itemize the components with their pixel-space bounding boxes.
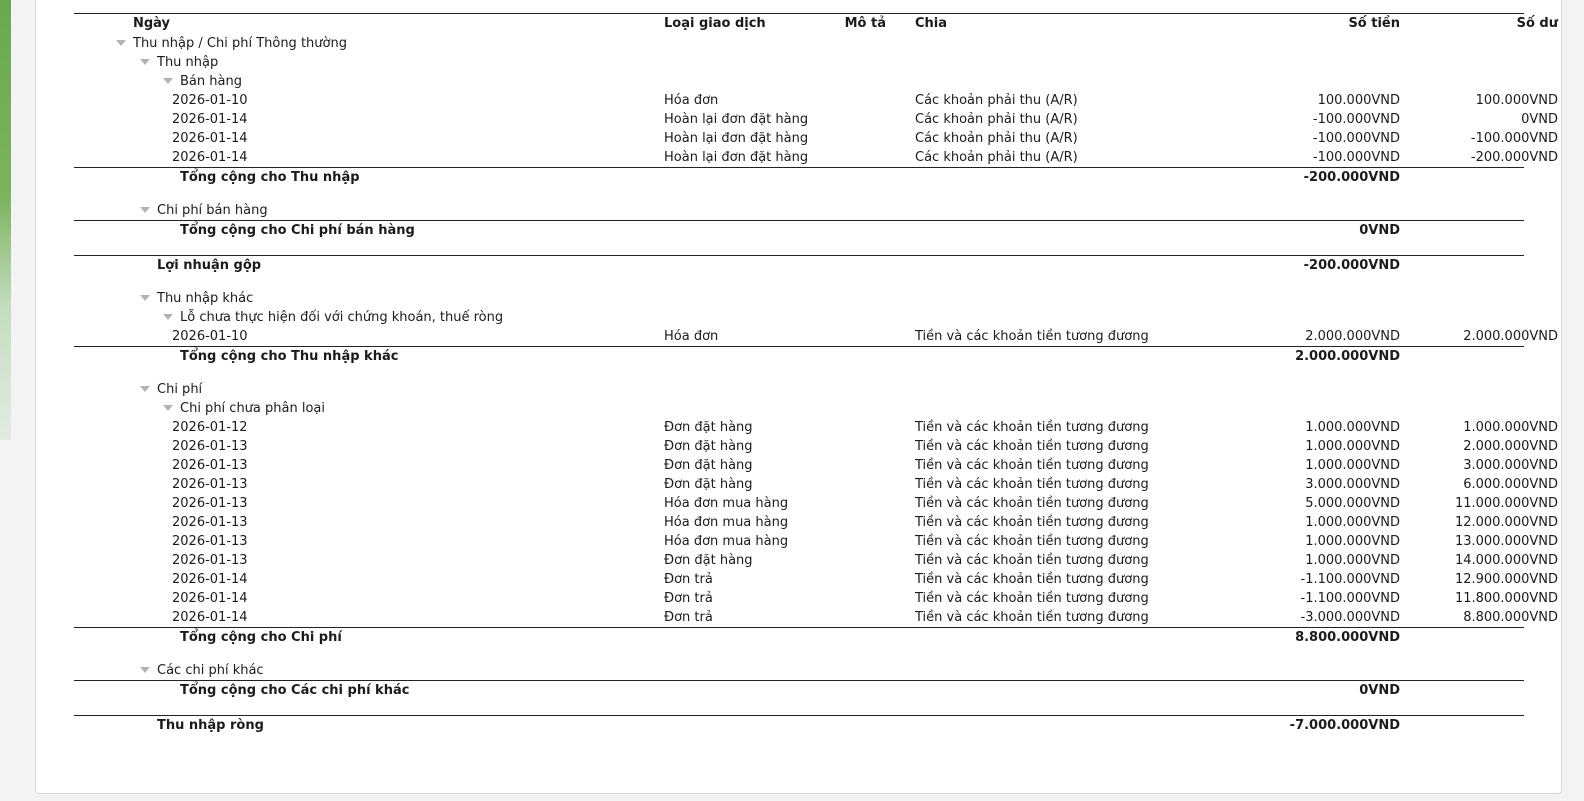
income-total-row	[74, 167, 1524, 187]
transaction-row[interactable]	[74, 418, 1558, 437]
total-amount: 8.800.000VND	[1295, 630, 1400, 645]
total-amount: -200.000VND	[1303, 170, 1400, 185]
transaction-date: 2026-01-12	[172, 420, 248, 435]
transaction-row[interactable]	[74, 475, 1558, 494]
transaction-balance: 13.000.000VND	[1454, 534, 1558, 549]
transaction-type-link[interactable]: Đơn đặt hàng	[664, 553, 753, 568]
transaction-balance: 11.800.000VND	[1454, 591, 1558, 606]
transaction-split: Tiền và các khoản tiền tương đương	[915, 439, 1149, 454]
group-uncategorized-expense[interactable]	[74, 399, 1524, 418]
transaction-type-link[interactable]: Đơn trả	[664, 610, 713, 625]
transaction-type-link[interactable]: Đơn trả	[664, 572, 713, 587]
transaction-balance: 14.000.000VND	[1454, 553, 1558, 568]
transaction-date: 2026-01-14	[172, 112, 248, 127]
transaction-amount: 1.000.000VND	[1305, 515, 1400, 530]
group-expenses[interactable]	[74, 380, 1524, 399]
total-label: Tổng cộng cho Chi phí	[180, 630, 342, 645]
transaction-row[interactable]	[74, 513, 1558, 532]
transaction-type-link[interactable]: Đơn đặt hàng	[664, 477, 753, 492]
transaction-amount: -100.000VND	[1312, 150, 1400, 165]
transaction-balance: 2.000.000VND	[1463, 439, 1558, 454]
transaction-amount: 5.000.000VND	[1305, 496, 1400, 511]
transaction-split: Các khoản phải thu (A/R)	[915, 112, 1078, 127]
transaction-date: 2026-01-10	[172, 93, 248, 108]
spacer	[74, 700, 1524, 715]
total-amount: 0VND	[1359, 683, 1400, 698]
group-cogs[interactable]	[74, 201, 1524, 220]
total-label: Tổng cộng cho Các chi phí khác	[180, 683, 410, 698]
transaction-type-link[interactable]: Hóa đơn mua hàng	[664, 534, 789, 549]
group-ordinary[interactable]	[74, 34, 1524, 53]
transaction-amount: 1.000.000VND	[1305, 439, 1400, 454]
transaction-balance: 12.000.000VND	[1454, 515, 1558, 530]
transaction-balance: -200.000VND	[1470, 150, 1558, 165]
column-header-amount[interactable]: Số tiền	[1348, 16, 1400, 31]
transaction-type-link[interactable]: Hoàn lại đơn đặt hàng	[664, 112, 809, 127]
collapse-triangle-icon[interactable]	[116, 40, 126, 46]
transaction-amount: -100.000VND	[1312, 131, 1400, 146]
column-header-balance[interactable]: Số dư	[1516, 16, 1558, 31]
transaction-split: Tiền và các khoản tiền tương đương	[915, 515, 1149, 530]
transaction-date: 2026-01-14	[172, 591, 248, 606]
group-label: Bán hàng	[180, 74, 242, 89]
transaction-date: 2026-01-13	[172, 439, 248, 454]
spacer	[74, 275, 1524, 289]
group-label: Lỗ chưa thực hiện đối với chứng khoán, thuế ròng	[180, 310, 504, 325]
group-label: Các chi phí khác	[157, 663, 264, 678]
transaction-amount: 1.000.000VND	[1305, 420, 1400, 435]
transaction-date: 2026-01-13	[172, 458, 248, 473]
transaction-type-link[interactable]: Đơn đặt hàng	[664, 439, 753, 454]
other-expenses-total-row	[74, 680, 1524, 700]
column-header-description[interactable]: Mô tả	[844, 16, 886, 31]
total-label: Thu nhập ròng	[157, 718, 264, 733]
net-income-row	[74, 715, 1524, 735]
other-income-rows	[74, 327, 1558, 346]
transaction-split: Các khoản phải thu (A/R)	[915, 150, 1078, 165]
transaction-date: 2026-01-13	[172, 515, 248, 530]
transaction-balance: 11.000.000VND	[1454, 496, 1558, 511]
transaction-amount: 1.000.000VND	[1305, 553, 1400, 568]
transaction-date: 2026-01-14	[172, 131, 248, 146]
group-other-expenses[interactable]	[74, 661, 1524, 680]
transaction-date: 2026-01-14	[172, 610, 248, 625]
collapse-triangle-icon[interactable]	[163, 78, 173, 84]
group-unrealized-loss[interactable]	[74, 308, 1524, 327]
transaction-row[interactable]	[74, 589, 1558, 608]
collapse-triangle-icon[interactable]	[140, 207, 150, 213]
collapse-triangle-icon[interactable]	[140, 295, 150, 301]
transaction-row[interactable]	[74, 110, 1558, 129]
transaction-amount: 3.000.000VND	[1305, 477, 1400, 492]
transaction-date: 2026-01-13	[172, 477, 248, 492]
transaction-date: 2026-01-14	[172, 572, 248, 587]
collapse-triangle-icon[interactable]	[163, 405, 173, 411]
transaction-type-link[interactable]: Hoàn lại đơn đặt hàng	[664, 131, 809, 146]
transaction-date: 2026-01-13	[172, 553, 248, 568]
transaction-row[interactable]	[74, 494, 1558, 513]
transaction-split: Tiền và các khoản tiền tương đương	[915, 534, 1149, 549]
transaction-row[interactable]	[74, 608, 1558, 627]
transaction-split: Tiền và các khoản tiền tương đương	[915, 458, 1149, 473]
total-amount: -200.000VND	[1303, 258, 1400, 273]
transaction-type-link[interactable]: Đơn đặt hàng	[664, 458, 753, 473]
total-label: Tổng cộng cho Thu nhập khác	[180, 349, 399, 364]
transaction-amount: -100.000VND	[1312, 112, 1400, 127]
spacer	[74, 366, 1524, 380]
profit-loss-report	[74, 13, 1558, 735]
group-label: Thu nhập / Chi phí Thông thường	[133, 36, 347, 51]
transaction-row[interactable]	[74, 129, 1558, 148]
group-sales[interactable]	[74, 72, 1524, 91]
transaction-date: 2026-01-14	[172, 150, 248, 165]
transaction-split: Tiền và các khoản tiền tương đương	[915, 591, 1149, 606]
transaction-split: Tiền và các khoản tiền tương đương	[915, 477, 1149, 492]
other-income-total-row	[74, 346, 1524, 366]
transaction-amount: 2.000.000VND	[1305, 329, 1400, 344]
group-label: Chi phí bán hàng	[157, 203, 268, 218]
total-amount: 2.000.000VND	[1295, 349, 1400, 364]
income-rows	[74, 91, 1558, 167]
left-accent-bar	[0, 0, 11, 440]
group-label: Chi phí chưa phân loại	[180, 401, 325, 416]
transaction-row[interactable]	[74, 327, 1558, 346]
transaction-balance: 2.000.000VND	[1463, 329, 1558, 344]
transaction-date: 2026-01-13	[172, 534, 248, 549]
transaction-row[interactable]	[74, 91, 1558, 110]
report-header-row	[74, 13, 1558, 34]
collapse-triangle-icon[interactable]	[163, 314, 173, 320]
report-page	[35, 0, 1562, 794]
group-label: Thu nhập	[157, 55, 219, 70]
transaction-type-link[interactable]: Hóa đơn mua hàng	[664, 496, 789, 511]
transaction-split: Tiền và các khoản tiền tương đương	[915, 553, 1149, 568]
collapse-triangle-icon[interactable]	[140, 59, 150, 65]
total-amount: 0VND	[1359, 223, 1400, 238]
spacer	[74, 647, 1524, 661]
spacer	[74, 240, 1524, 255]
transaction-row[interactable]	[74, 437, 1558, 456]
transaction-date: 2026-01-10	[172, 329, 248, 344]
transaction-split: Các khoản phải thu (A/R)	[915, 131, 1078, 146]
transaction-split: Các khoản phải thu (A/R)	[915, 93, 1078, 108]
transaction-type-link[interactable]: Đơn đặt hàng	[664, 420, 753, 435]
transaction-type-link[interactable]: Đơn trả	[664, 591, 713, 606]
group-label: Thu nhập khác	[157, 291, 254, 306]
group-label: Chi phí	[157, 382, 203, 397]
transaction-amount: 1.000.000VND	[1305, 458, 1400, 473]
collapse-triangle-icon[interactable]	[140, 386, 150, 392]
spacer	[74, 187, 1524, 201]
transaction-type-link[interactable]: Hóa đơn	[664, 329, 719, 344]
transaction-balance: 8.800.000VND	[1463, 610, 1558, 625]
transaction-row[interactable]	[74, 148, 1558, 167]
group-other-income[interactable]	[74, 289, 1524, 308]
transaction-row[interactable]	[74, 551, 1558, 570]
expense-rows	[74, 418, 1558, 627]
transaction-balance: 100.000VND	[1475, 93, 1558, 108]
transaction-amount: 100.000VND	[1317, 93, 1400, 108]
gross-profit-row	[74, 255, 1524, 275]
transaction-split: Tiền và các khoản tiền tương đương	[915, 610, 1149, 625]
transaction-date: 2026-01-13	[172, 496, 248, 511]
column-header-date[interactable]: Ngày	[133, 16, 171, 31]
transaction-split: Tiền và các khoản tiền tương đương	[915, 420, 1149, 435]
transaction-split: Tiền và các khoản tiền tương đương	[915, 496, 1149, 511]
transaction-balance: 1.000.000VND	[1463, 420, 1558, 435]
expense-total-row	[74, 627, 1524, 647]
group-income[interactable]	[74, 53, 1524, 72]
transaction-amount: -1.100.000VND	[1300, 591, 1400, 606]
transaction-type-link[interactable]: Hóa đơn	[664, 93, 719, 108]
transaction-row[interactable]	[74, 456, 1558, 475]
transaction-amount: -1.100.000VND	[1300, 572, 1400, 587]
transaction-balance: 6.000.000VND	[1463, 477, 1558, 492]
transaction-balance: 3.000.000VND	[1463, 458, 1558, 473]
total-label: Tổng cộng cho Chi phí bán hàng	[180, 223, 415, 238]
transaction-split: Tiền và các khoản tiền tương đương	[915, 572, 1149, 587]
total-label: Tổng cộng cho Thu nhập	[180, 170, 360, 185]
column-header-split[interactable]: Chia	[915, 16, 948, 31]
transaction-balance: 12.900.000VND	[1454, 572, 1558, 587]
transaction-row[interactable]	[74, 532, 1558, 551]
collapse-triangle-icon[interactable]	[140, 667, 150, 673]
total-amount: -7.000.000VND	[1289, 718, 1400, 733]
transaction-balance: -100.000VND	[1470, 131, 1558, 146]
total-label: Lợi nhuận gộp	[157, 258, 262, 273]
cogs-total-row	[74, 220, 1524, 240]
transaction-balance: 0VND	[1521, 112, 1558, 127]
transaction-split: Tiền và các khoản tiền tương đương	[915, 329, 1149, 344]
transaction-type-link[interactable]: Hoàn lại đơn đặt hàng	[664, 150, 809, 165]
transaction-amount: 1.000.000VND	[1305, 534, 1400, 549]
transaction-type-link[interactable]: Hóa đơn mua hàng	[664, 515, 789, 530]
transaction-row[interactable]	[74, 570, 1558, 589]
column-header-type[interactable]: Loại giao dịch	[664, 16, 766, 31]
transaction-amount: -3.000.000VND	[1300, 610, 1400, 625]
